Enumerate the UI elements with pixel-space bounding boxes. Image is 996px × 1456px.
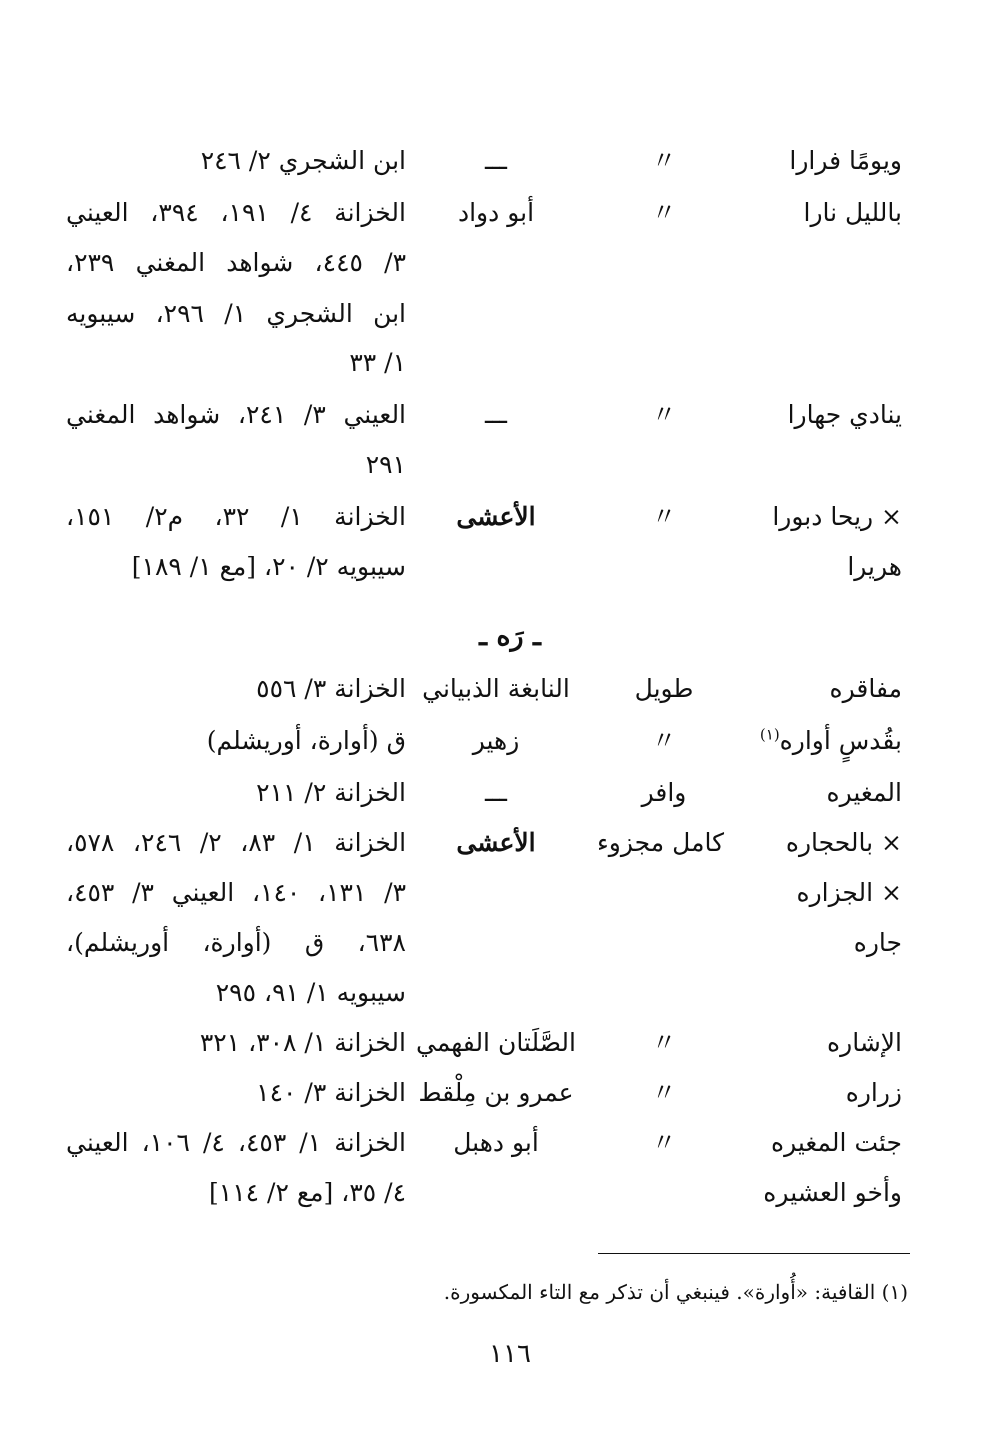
source-reference: ابن الشجري ٢/ ٢٤٦ — [200, 146, 406, 175]
rhyme-word: × ريحا دبورا — [772, 502, 902, 531]
source-reference: الخزانة ٣/ ٥٥٦ — [256, 674, 406, 703]
rhyme-word: المغيره — [826, 778, 902, 807]
rhyme-word: وأخو العشيره — [763, 1178, 902, 1207]
meter: 〃 — [651, 726, 677, 755]
source-reference: الخزانة ١/ ٣٠٨، ٣٢١ — [199, 1028, 406, 1057]
poet-name: الأعشى — [456, 502, 536, 531]
poet-name: الأعشى — [456, 828, 536, 857]
source-reference: ١/ ٣٣ — [349, 348, 406, 377]
entry-line — [0, 968, 996, 1018]
entry-line — [0, 768, 996, 818]
meter: 〃 — [651, 1028, 677, 1057]
source-reference: ق (أوارة، أوريشلم) — [206, 726, 406, 755]
entry-line — [0, 492, 996, 542]
entry-line — [0, 1018, 996, 1068]
source-reference: ٤/ ٣٥، [مع ٢/ ١١٤] — [209, 1178, 406, 1207]
entry-line — [0, 390, 996, 440]
source-reference: الخزانة ١/ ٣٢، م٢/ ١٥١، — [66, 502, 406, 531]
source-reference: الخزانة ٣/ ١٤٠ — [256, 1078, 406, 1107]
source-reference: الخزانة ٢/ ٢١١ — [256, 778, 406, 807]
meter: 〃 — [651, 400, 677, 429]
entry-line — [0, 289, 996, 339]
entry-line — [0, 1068, 996, 1118]
rhyme-word: الإشاره — [827, 1028, 902, 1057]
poet-name: الصَّلَتان الفهمي — [415, 1028, 576, 1057]
meter: 〃 — [651, 146, 677, 175]
poet-name: زهير — [472, 726, 520, 755]
rhyme-word: × بالحجاره — [785, 828, 902, 857]
source-reference: سيبويه ١/ ٩١، ٢٩٥ — [215, 978, 406, 1007]
meter: كامل مجزوء — [597, 828, 724, 857]
entry-line — [0, 716, 996, 766]
meter: 〃 — [651, 1128, 677, 1157]
rhyme-word: زراره — [845, 1078, 902, 1107]
entry-line — [0, 188, 996, 238]
entry-line — [0, 136, 996, 186]
source-reference: الخزانة ١/ ٨٣، ٢/ ٢٤٦، ٥٧٨، — [66, 828, 407, 857]
rhyme-word: جئت المغيره — [770, 1128, 902, 1157]
meter: 〃 — [651, 502, 677, 531]
entry-line — [0, 664, 996, 714]
page-number: ١١٦ — [489, 1339, 531, 1369]
rhyme-word: بالليل نارا — [803, 198, 902, 227]
entry-line — [0, 868, 996, 918]
poet-name: أبو دهبل — [453, 1128, 539, 1157]
rhyme-word — [702, 716, 902, 766]
entry-line — [0, 440, 996, 490]
meter: وافر — [641, 778, 687, 807]
entry-line — [0, 338, 996, 388]
source-reference: سيبويه ٢/ ٢٠، [مع ١/ ١٨٩] — [131, 552, 406, 581]
rhyme-word: ينادي جهارا — [787, 400, 902, 429]
meter: 〃 — [651, 1078, 677, 1107]
poet-name: عمرو بن مِلْقط — [418, 1078, 574, 1107]
rhyme-word-text: بقُدسٍ أواره — [779, 726, 902, 755]
entry-line — [0, 1168, 996, 1218]
rhyme-word: × الجزاره — [796, 878, 902, 907]
source-reference: ٢٩١ — [365, 450, 406, 479]
footnote: (١) القافية: «أُوارة». فينبغي أن تذكر مع التاء المكسورة. — [443, 1280, 908, 1304]
source-reference: ٣/ ٤٤٥، شواهد المغني ٢٣٩، — [66, 248, 407, 277]
footnote-rule — [598, 1253, 910, 1254]
poet-name: النابغة الذبياني — [422, 674, 570, 703]
source-reference: ٦٣٨، ق (أوارة، أوريشلم)، — [66, 928, 406, 957]
section-heading: ـ رَه ـ — [479, 621, 541, 652]
source-reference: الخزانة ٤/ ١٩١، ٣٩٤، العيني — [66, 198, 406, 227]
rhyme-word: ويومًا فرارا — [789, 146, 902, 175]
poet-name: ـــ — [485, 400, 507, 429]
poet-name: ـــ — [485, 778, 507, 807]
poet-name: ـــ — [485, 146, 507, 175]
source-reference: ابن الشجري ١/ ٢٩٦، سيبويه — [66, 299, 406, 328]
entry-line — [0, 918, 996, 968]
rhyme-word: جاره — [853, 928, 902, 957]
source-reference: ٣/ ١٣١، ١٤٠، العيني ٣/ ٤٥٣، — [66, 878, 407, 907]
entry-line — [0, 238, 996, 288]
rhyme-word: هريرا — [847, 552, 902, 581]
source-reference: الخزانة ١/ ٤٥٣، ٤/ ١٠٦، العيني — [66, 1128, 407, 1157]
entry-line — [0, 542, 996, 592]
poet-name: أبو دواد — [457, 198, 535, 227]
meter: 〃 — [651, 198, 677, 227]
entry-line — [0, 1118, 996, 1168]
entry-line — [0, 818, 996, 868]
footnote-marker: (١) — [759, 725, 780, 744]
source-reference: العيني ٣/ ٢٤١، شواهد المغني — [66, 400, 407, 429]
meter: طويل — [634, 674, 694, 703]
rhyme-word: مفاقره — [829, 674, 902, 703]
